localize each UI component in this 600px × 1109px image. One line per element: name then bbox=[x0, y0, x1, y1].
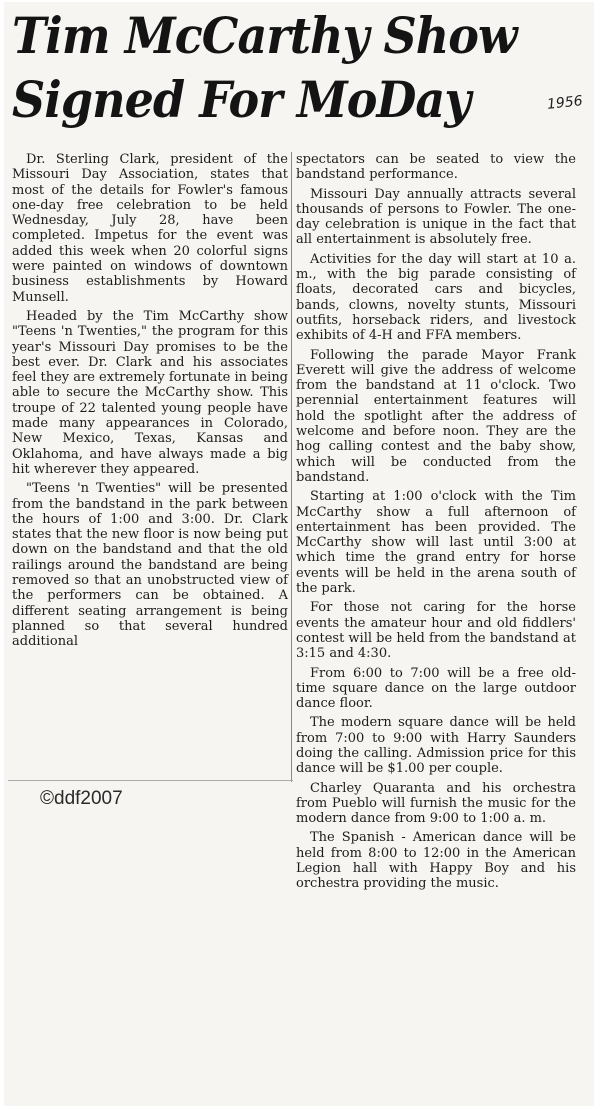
column-divider bbox=[291, 152, 292, 782]
clipping-edge bbox=[8, 780, 293, 781]
headline-line-2: Signed For MoDay bbox=[12, 70, 471, 129]
paragraph: Charley Quaranta and his orchestra from Pueblo will furnish the music for the modern dance from 9:00 to 1:00 a. m. bbox=[296, 780, 576, 827]
article-column-2 bbox=[296, 152, 576, 896]
paragraph: Dr. Sterling Clark, president of the Missouri Day Association, states that most of the details for Fowler's famous one-day free celebration to be held Wednesday, July 28, have been completed. Impetus for the event was added this week when 20 colorful signs were painted on windows of downtown business establishments by Howard Munsell. bbox=[12, 152, 288, 305]
paragraph: The Spanish - American dance will be held from 8:00 to 12:00 in the American Legion hall with Happy Boy and his orchestra providing the music. bbox=[296, 830, 576, 892]
paragraph: The modern square dance will be held from 7:00 to 9:00 with Harry Saunders doing the calling. Admission price for this dance will be $1.00 per couple. bbox=[296, 715, 576, 777]
paragraph: "Teens 'n Twenties" will be presented from the bandstand in the park between the hours of 1:00 and 3:00. Dr. Clark states that the new floor is now being put down on the bandstand and that the old railings around the bandstand are being removed so that an unobstructed view of the performers can be obtained. A different seating arrangement is being planned so that several hundred additional bbox=[12, 481, 288, 650]
paragraph: For those not caring for the horse events the amateur hour and old fiddlers' contest will be held from the bandstand at 3:15 and 4:30. bbox=[296, 600, 576, 662]
paragraph: From 6:00 to 7:00 will be a free old-time square dance on the large outdoor dance floor. bbox=[296, 665, 576, 712]
headline-line-1: Tim McCarthy Show bbox=[12, 6, 517, 65]
article-column-1 bbox=[12, 152, 288, 654]
paragraph: spectators can be seated to view the bandstand performance. bbox=[296, 152, 576, 183]
paragraph: Starting at 1:00 o'clock with the Tim McCarthy show a full afternoon of entertainment has been provided. The McCarthy show will last until 3:00 at which time the grand entry for horse events will be held in the arena south of the park. bbox=[296, 489, 576, 597]
headline bbox=[12, 4, 527, 132]
copyright-watermark: ©ddf2007 bbox=[40, 788, 123, 809]
paragraph: Headed by the Tim McCarthy show "Teens 'n Twenties," the program for this year's Missouri Day promises to be the best ever. Dr. Clark and his associates feel they are extremely fortunate in being able to secure the McCarthy show. This troupe of 22 talented young people have made many appearances in Colorado, New Mexico, Texas, Kansas and Oklahoma, and have always made a big hit wherever they appeared. bbox=[12, 308, 289, 477]
paragraph: Following the parade Mayor Frank Everett will give the address of welcome from the bandstand at 11 o'clock. Two perennial entertainment features will hold the spotlight after the address of welcome and before noon. They are the hog calling contest and the baby show, which will be conducted from the bandstand. bbox=[296, 347, 576, 485]
paragraph: Missouri Day annually attracts several thousands of persons to Fowler. The one-day celebration is unique in the fact that all entertainment is absolutely free. bbox=[296, 186, 576, 248]
paragraph: Activities for the day will start at 10 a. m., with the big parade consisting of floats, decorated cars and bicycles, bands, clowns, novelty stunts, Missouri outfits, horseback riders, and livestock exhibits of 4-H and FFA members. bbox=[296, 251, 576, 344]
handwritten-year: 1956 bbox=[546, 93, 584, 113]
